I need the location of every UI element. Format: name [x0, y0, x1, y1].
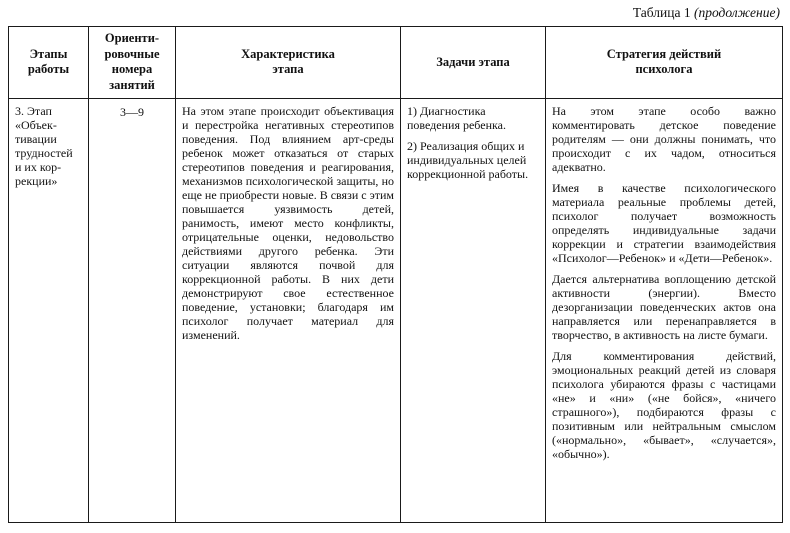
- table-caption-continuation: (продолжение): [693, 5, 780, 20]
- session-numbers-text: 3—9: [120, 104, 144, 119]
- table-row: [9, 98, 783, 523]
- strategy-paragraph-1: На этом этапе особо важно комментировать детское поведение родителям — они должны понимать, что происходит с их чадом, относиться адекватно.: [552, 103, 776, 174]
- header-cell-characteristic: Характеристика этапа: [176, 27, 401, 99]
- task-item-1: 1) Диагностика поведения ребенка.: [407, 103, 506, 132]
- cell-stage-name: [9, 98, 89, 523]
- header-cell-tasks: Задачи этапа: [401, 27, 546, 99]
- characteristic-text: На этом этапе происходит объективация и перестройка негативных стереотипов поведения. Под влиянием арт-среды ребенок может отказаться от старых стереотипов поведения и реагирования, механизмов психологической защиты, но еще не приобрести новые. В связи с этим повышается уязвимость детей, ранимость, имеют место конфликты, отрицательные оценки, недовольство действиями другого ребенка. Эти ситуации являются почвой для коррекционной работы. В них дети демонстрируют свое естественное поведение, установки; благодаря им психолог получает материал для изменений.: [182, 103, 394, 343]
- strategy-paragraph-3: Дается альтернатива воплощению детской активности (энергии). Вместо дезорганизации поведенческих актов она направляется или перенаправляется в творчество, в активность на листе бумаги.: [552, 272, 776, 343]
- cell-tasks: [401, 98, 546, 523]
- task-item-2: 2) Реализация общих и индивидуальных целей коррекционной работы.: [407, 138, 529, 181]
- table-header-row: [9, 27, 783, 99]
- stage-name-text: 3. Этап «Объективации трудностей и их коррекции»: [15, 103, 73, 188]
- cell-strategy: [546, 98, 783, 523]
- strategy-paragraph-4: Для комментирования действий, эмоциональных реакций детей из словаря психолога убираются фразы с частицами «не» и «ни» («не бойся», «ничего страшного»), подбираются фразы с позитивным или нейтральным смыслом («нормально», «бывает», «случается», «обычно»).: [552, 349, 776, 462]
- stages-table: [8, 26, 783, 523]
- header-cell-strategy: Стратегия действий психолога: [546, 27, 783, 99]
- table-caption: [8, 5, 782, 21]
- header-cell-session-numbers: Ориенти- ровочные номера занятий: [89, 27, 176, 99]
- cell-characteristic: [176, 98, 401, 523]
- cell-session-numbers: [89, 98, 176, 523]
- table-caption-label: Таблица 1: [632, 5, 691, 20]
- header-cell-stages: Этапы работы: [9, 27, 89, 99]
- strategy-paragraph-2: Имея в качестве психологического материала реальные проблемы детей, психолог получает возможность определять индивидуальные задачи коррекции и стратегии взаимодействия «Психолог—Ребенок» и «Дети—Ребенок».: [552, 180, 776, 265]
